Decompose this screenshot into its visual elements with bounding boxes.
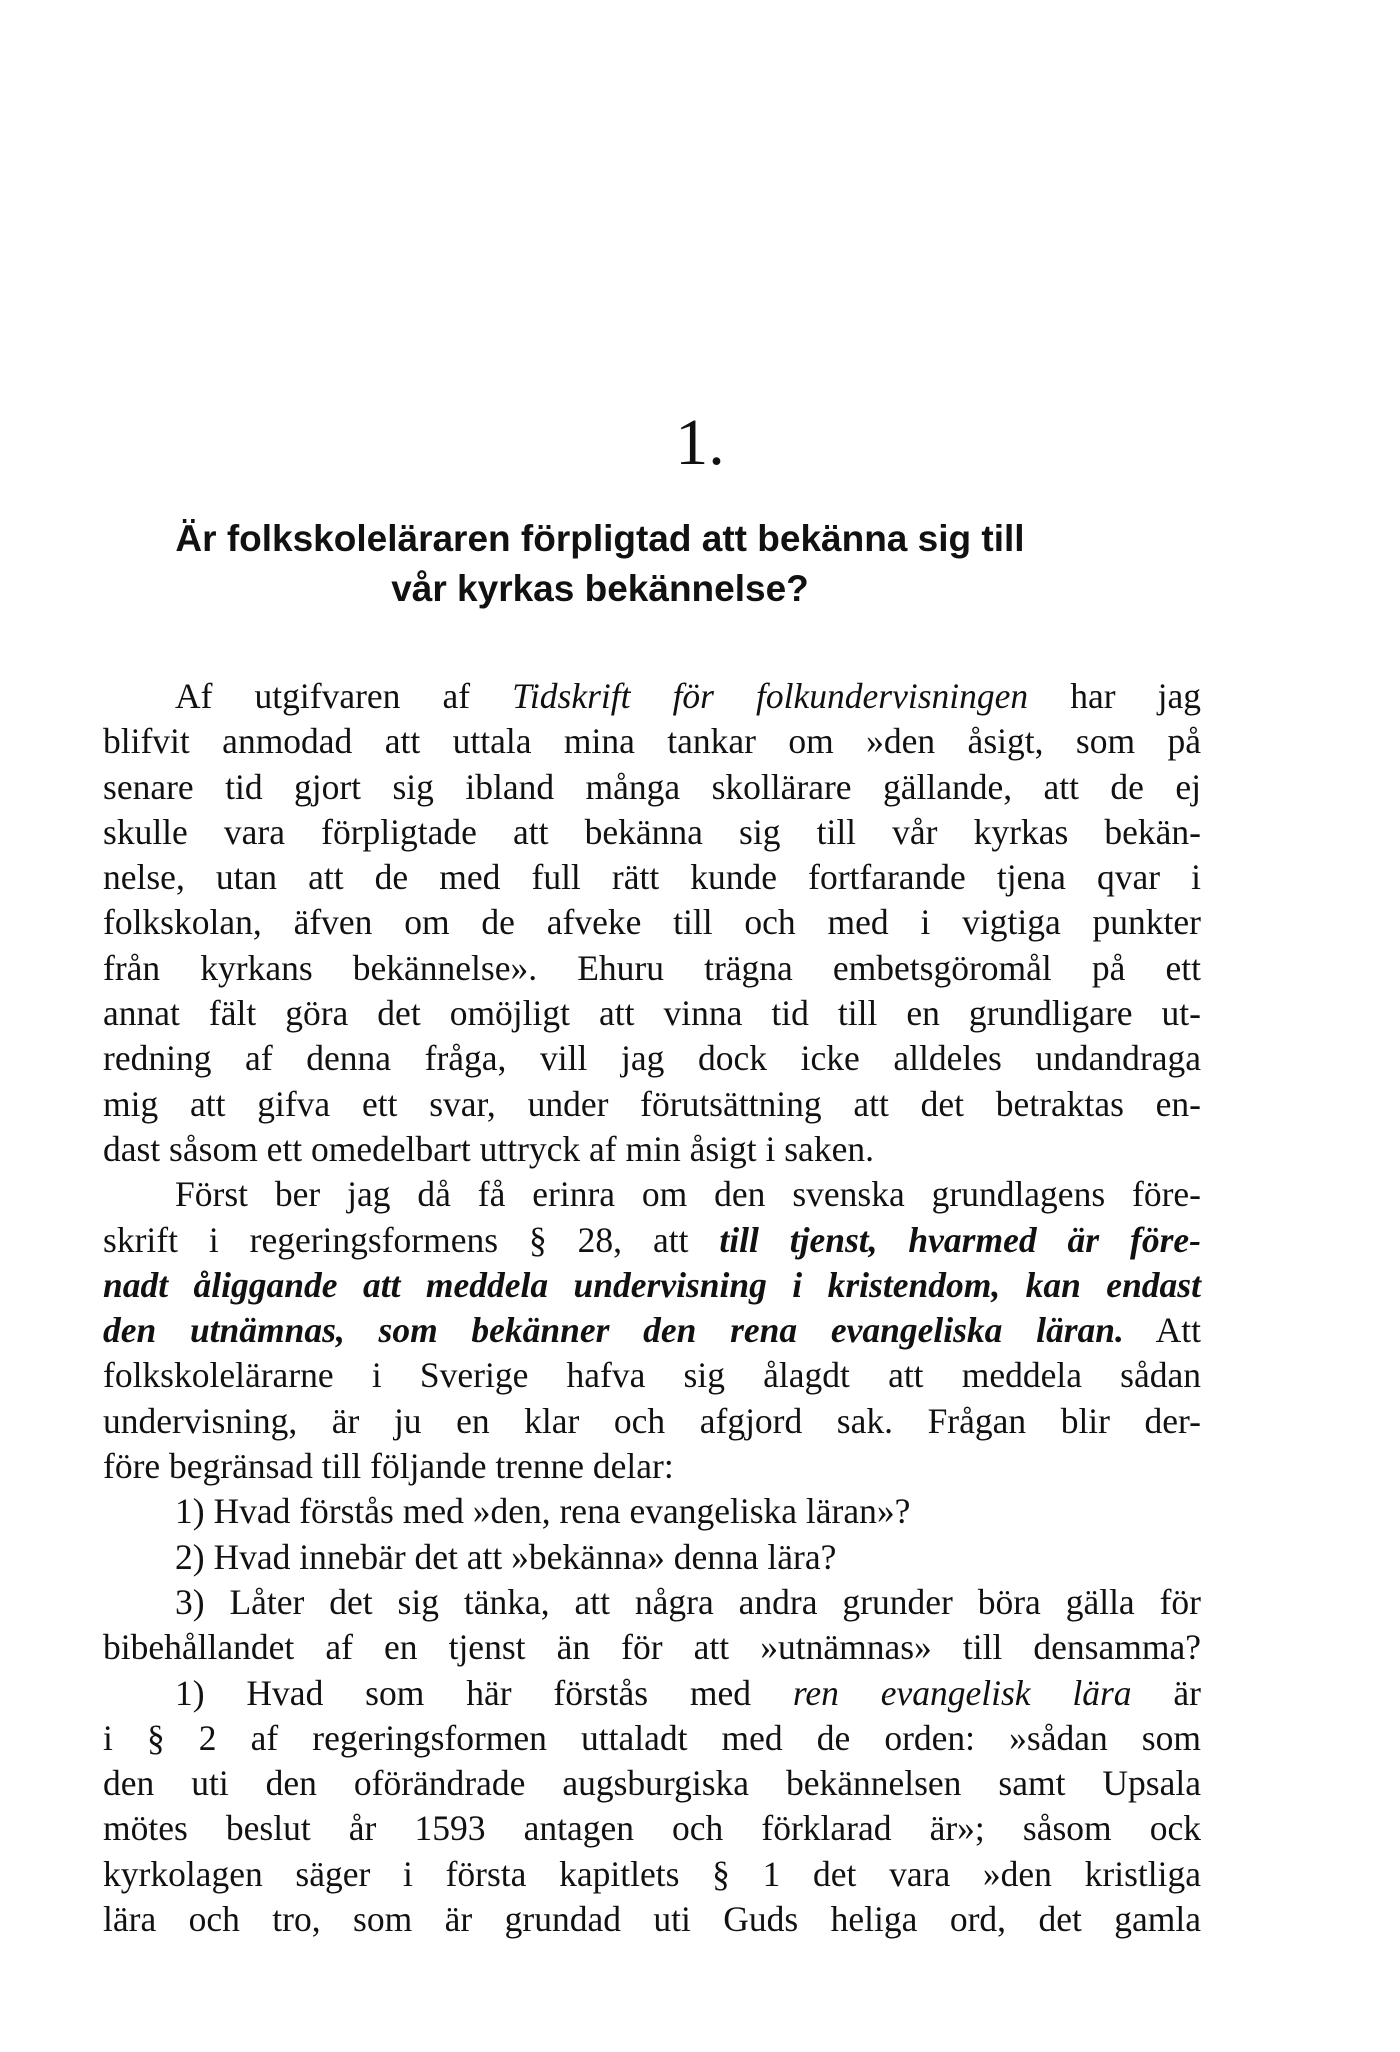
paragraph-1-line-3: senare tid gjort sig ibland många skollärare gällande, att de ej: [103, 766, 1201, 807]
journal-title: Tidskrift för folkundervisningen: [512, 676, 1029, 716]
paragraph-1-line-4: skulle vara förpligtade att bekänna sig till vår kyrkas bekän-: [103, 811, 1201, 852]
quoted-law-text: till tjenst, hvarmed är före-: [719, 1219, 1201, 1260]
chapter-number: 1.: [675, 406, 725, 479]
heading-line-1: Är folkskoleläraren förpligtad att bekänna sig till: [175, 518, 1025, 559]
question-2: 2) Hvad innebär det att »bekänna» denna lära?: [175, 1536, 837, 1577]
text-run: 1) Hvad som här förstås med: [175, 1672, 793, 1713]
chapter-heading: [100, 514, 1100, 614]
emphasized-term: ren evangelisk lära: [792, 1672, 1132, 1713]
question-1: 1) Hvad förstås med »den, rena evangeliska läran»?: [175, 1491, 911, 1532]
paragraph-3-line-6: lära och tro, som är grundad uti Guds heliga ord, det gamla: [103, 1899, 1201, 1940]
heading-line-2: vår kyrkas bekännelse?: [391, 568, 809, 609]
paragraph-2-line-2: [103, 1218, 1201, 1263]
paragraph-3-line-5: kyrkolagen säger i första kapitlets § 1 det vara »den kristliga: [103, 1853, 1201, 1894]
paragraph-3-line-4: mötes beslut år 1593 antagen och förklarad är»; såsom ock: [103, 1808, 1201, 1849]
text-run: skrift i regeringsformens § 28, att: [103, 1219, 720, 1260]
paragraph-3-line-3: den uti den oförändrade augsburgiska bekännelsen samt Upsala: [103, 1763, 1201, 1804]
quoted-law-text: nadt åliggande att meddela undervisning i kristendom, kan endast: [103, 1264, 1201, 1305]
paragraph-2-line-4: [103, 1308, 1201, 1353]
paragraph-3-line-1: [103, 1671, 1201, 1716]
text-run: Af utgifvaren af: [175, 676, 513, 716]
text-run: är: [1131, 1672, 1201, 1713]
text-run: Att: [1123, 1310, 1202, 1351]
paragraph-1-line-1: [103, 674, 1201, 719]
paragraph-2-line-6: undervisning, är ju en klar och afgjord sak. Frågan blir der-: [103, 1400, 1201, 1441]
paragraph-3-line-2: i § 2 af regeringsformen uttaladt med de orden: »sådan som: [103, 1717, 1201, 1758]
question-3-continued: bibehållandet af en tjenst än för att »utnämnas» till densamma?: [103, 1627, 1201, 1668]
paragraph-1-line-10: mig att gifva ett svar, under förutsättning att det betraktas en-: [103, 1083, 1201, 1124]
paragraph-1-line-2: blifvit anmodad att uttala mina tankar om »den åsigt, som på: [103, 721, 1201, 762]
quoted-law-text: den utnämnas, som bekänner den rena evangeliska läran.: [103, 1310, 1124, 1351]
paragraph-2-line-3: [103, 1263, 1201, 1308]
paragraph-1-line-9: redning af denna fråga, vill jag dock icke alldeles undandraga: [103, 1038, 1201, 1079]
paragraph-1-line-11: dast såsom ett omedelbart uttryck af min åsigt i saken.: [103, 1128, 874, 1169]
paragraph-1-line-6: folkskolan, äfven om de afveke till och med i vigtiga punkter: [103, 902, 1201, 943]
text-run: har jag: [1028, 676, 1201, 716]
body-text: [103, 674, 1201, 1942]
question-3: 3) Låter det sig tänka, att några andra grunder böra gälla för: [175, 1581, 1201, 1622]
paragraph-2-line-5: folkskolelärarne i Sverige hafva sig ålagdt att meddela sådan: [103, 1355, 1201, 1396]
paragraph-1-line-5: nelse, utan att de med full rätt kunde fortfarande tjena qvar i: [103, 857, 1201, 898]
paragraph-1-line-7: från kyrkans bekännelse». Ehuru trägna embetsgöromål på ett: [103, 947, 1201, 988]
paragraph-1-line-8: annat fält göra det omöjligt att vinna tid till en grundligare ut-: [103, 993, 1201, 1034]
paragraph-2-line-1: Först ber jag då få erinra om den svenska grundlagens före-: [175, 1174, 1201, 1215]
paragraph-2-line-7: före begränsad till följande trenne delar:: [103, 1446, 674, 1487]
